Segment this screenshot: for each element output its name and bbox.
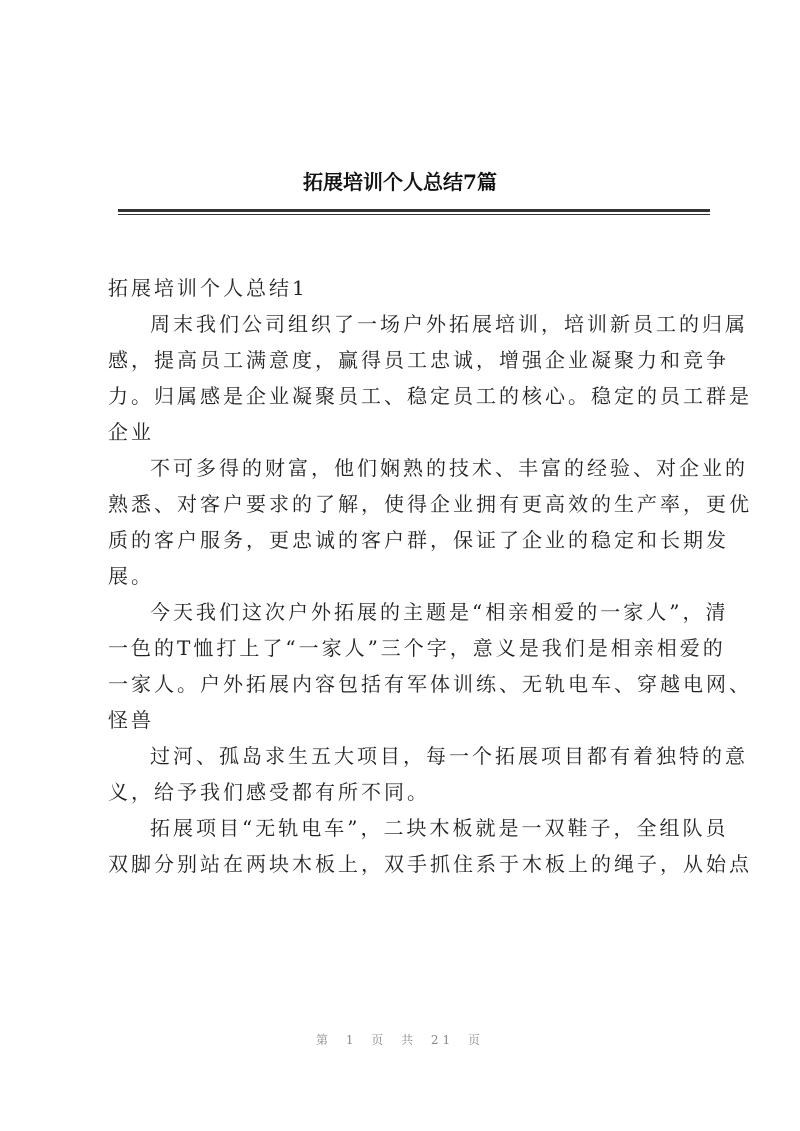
title-rule-thin: [118, 214, 710, 215]
body-line: 展。: [108, 564, 154, 588]
page-footer: 第 1 页 共 21 页: [316, 1033, 484, 1047]
body-line: 不可多得的财富，他们娴熟的技术、丰富的经验、对企业的: [150, 456, 748, 480]
body-line: 一色的T恤打上了“一家人”三个字，意义是我们是相亲相爱的: [108, 636, 726, 660]
body-line: 双脚分别站在两块木板上，双手抓住系于木板上的绳子，从始点: [108, 852, 752, 876]
body-line: 熟悉、对客户要求的了解，使得企业拥有更高效的生产率，更优: [108, 492, 752, 516]
document-body: [108, 270, 752, 882]
section-heading: 拓展培训个人总结1: [108, 276, 308, 300]
body-line: 质的客户服务，更忠诚的客户群，保证了企业的稳定和长期发: [108, 528, 729, 552]
body-line: 过河、孤岛求生五大项目，每一个拓展项目都有着独特的意: [150, 744, 748, 768]
body-line: 感，提高员工满意度，赢得员工忠诚，增强企业凝聚力和竞争: [108, 348, 729, 372]
body-line: 义，给予我们感受都有所不同。: [108, 780, 430, 804]
body-line: 怪兽: [108, 708, 154, 732]
body-line: 一家人。户外拓展内容包括有军体训练、无轨电车、穿越电网、: [108, 672, 752, 696]
body-line: 拓展项目“无轨电车”，二块木板就是一双鞋子，全组队员: [150, 816, 729, 840]
body-line: 今天我们这次户外拓展的主题是“相亲相爱的一家人”，清: [150, 600, 729, 624]
body-line: 企业: [108, 420, 154, 444]
body-line: 周末我们公司组织了一场户外拓展培训，培训新员工的归属: [150, 312, 748, 336]
body-line: 力。归属感是企业凝聚员工、稳定员工的核心。稳定的员工群是: [108, 384, 752, 408]
document-title: 拓展培训个人总结7篇: [303, 170, 497, 194]
title-rule-thick: [118, 209, 710, 212]
